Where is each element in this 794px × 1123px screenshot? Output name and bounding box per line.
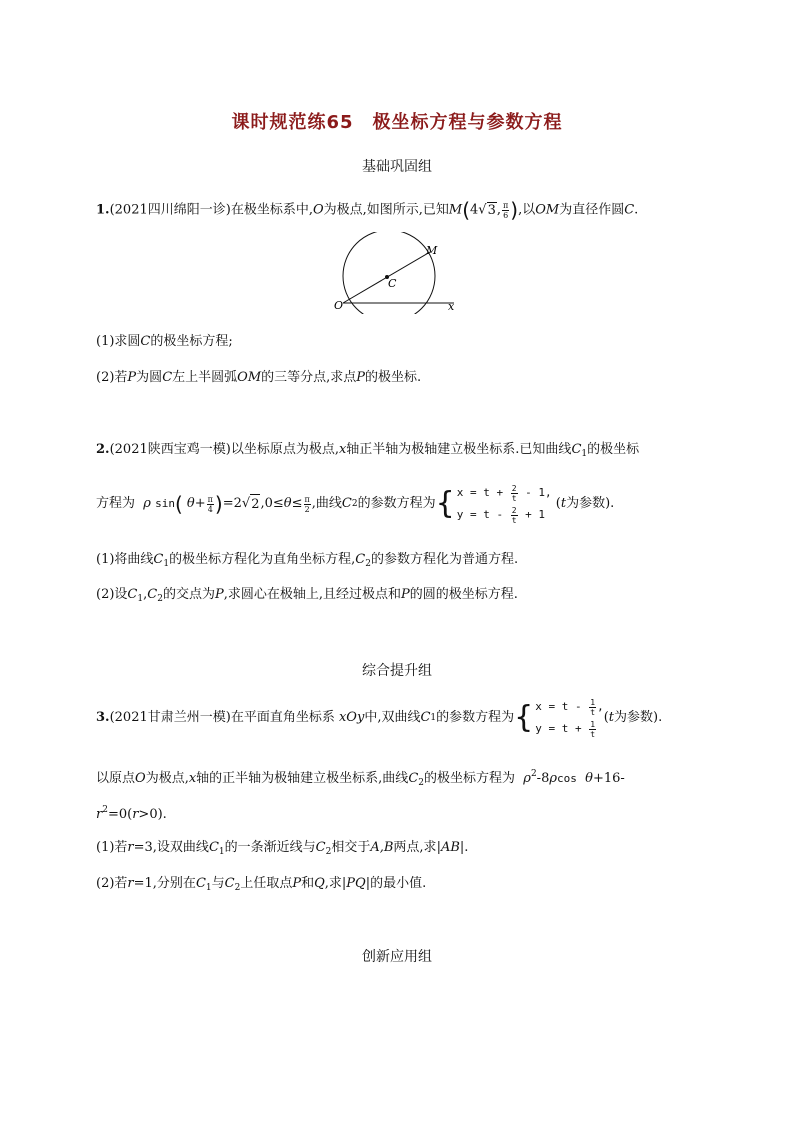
q1-fraction (502, 201, 509, 220)
text: (1)求圆 (96, 334, 141, 349)
text: 的极坐标方程; (150, 334, 233, 349)
section-innovation: 创新应用组 (362, 949, 432, 965)
var-P: P (127, 370, 137, 385)
frac-den: t (590, 729, 596, 739)
text: ( (555, 496, 561, 511)
var-Q: Q (314, 876, 325, 891)
frac-num: 1 (590, 697, 596, 707)
system-row-y (457, 504, 552, 526)
text: ,曲线 (311, 496, 342, 511)
var-C: C (420, 710, 431, 725)
var-rho: ρ (143, 496, 151, 511)
var-r: r (127, 876, 134, 891)
frac-num: π (503, 200, 509, 210)
text: -8 (536, 771, 550, 786)
text: 的三等分点,求点 (261, 370, 357, 385)
fraction (511, 506, 518, 525)
q1-text: 为极点,如图所示,已知 (323, 202, 449, 218)
text: >0). (138, 807, 167, 822)
var-P: P (214, 587, 224, 602)
q1-var-C: C (624, 202, 635, 218)
frac-num: 2 (511, 483, 517, 493)
text: 轴的正半轴为极轴建立极坐标系,曲线 (196, 771, 409, 786)
text: =3,设双曲线 (133, 840, 209, 855)
q1-comma: , (496, 202, 502, 218)
text: (2)若 (96, 876, 128, 891)
label-x: x (448, 300, 455, 313)
label-M: M (426, 244, 438, 257)
text: ( (603, 710, 609, 725)
system-body (535, 696, 603, 740)
sqrt: 2 (250, 494, 260, 515)
var-theta: θ (283, 496, 292, 511)
text: 的参数方程化为普通方程. (370, 552, 519, 567)
var-C: C (408, 771, 419, 786)
var-r: r (96, 807, 103, 822)
text: 的极坐标 (587, 442, 640, 457)
text: =1,分别在 (133, 876, 196, 891)
var-C: C (355, 552, 366, 567)
text: 两点,求 (393, 840, 437, 855)
fraction (589, 720, 596, 739)
superscript: 2 (530, 769, 537, 779)
text: ,求圆心在极轴上,且经过极点和 (223, 587, 401, 602)
superscript: 2 (102, 805, 108, 815)
var-P: P (400, 587, 410, 602)
subscript: 2 (325, 847, 332, 857)
frac-den: 2 (304, 504, 310, 514)
q3-parametric-system (514, 696, 604, 740)
abs-PQ: |PQ| (341, 876, 371, 891)
frac-num: 1 (590, 719, 596, 729)
text: x = t - (535, 700, 582, 713)
q2-fraction-pi2 (304, 495, 311, 514)
var-theta: θ (186, 496, 195, 511)
var-t: t (560, 496, 567, 511)
left-paren: ( (462, 198, 471, 222)
text: , (143, 587, 148, 602)
fraction (589, 698, 596, 717)
q3-part1 (96, 838, 468, 862)
q2-equation-line: 方程为 ρ sin ( θ + $\frac{\pi}{4}$ ) =2 √ 2 ,0≤ θ ≤ $\frac{\pi}{2}$ ,曲线 C 2 的参数方程为 { x = t + $\frac{2}{t}$ - 1, y = t - $\frac{2}{t}$ + 1 ( t 为参数). (96, 483, 615, 525)
frac-den: t (511, 515, 517, 525)
var-C: C (208, 840, 219, 855)
var-r: r (132, 807, 139, 822)
var-AB: A,B (370, 840, 394, 855)
q1-sqrt: 3 (487, 202, 496, 218)
left-brace: { (514, 700, 534, 735)
subscript: 2 (234, 883, 241, 893)
text: ≤ (291, 496, 303, 511)
q1-coord: 4 (470, 202, 479, 218)
subscript: 1 (581, 449, 588, 459)
func-sin: sin (155, 497, 175, 510)
text: 和 (301, 876, 315, 891)
q1-source: (2021四川绵阳一诊) (109, 202, 231, 218)
text: 轴正半轴为极轴建立极坐标系.已知曲线 (346, 442, 572, 457)
text: 的圆的极坐标方程. (409, 587, 518, 602)
q2-part1 (96, 550, 518, 574)
var-OM: OM (237, 370, 262, 385)
var-t: t (608, 710, 614, 725)
var-C: C (195, 876, 206, 891)
text: (1)将曲线 (96, 552, 154, 567)
var-r: r (127, 840, 134, 855)
section-basic: 基础巩固组 (362, 159, 432, 175)
subscript: 1 (205, 883, 212, 893)
frac-den: 6 (503, 210, 509, 220)
text: 的极坐标方程化为直角坐标方程, (169, 552, 356, 567)
page-title: 课时规范练65 极坐标方程与参数方程 (231, 112, 563, 133)
frac-num: π (207, 494, 213, 504)
text: 相交于 (331, 840, 371, 855)
var-P: P (292, 876, 302, 891)
subscript: 2 (157, 594, 163, 604)
text: 以原点 (96, 771, 136, 786)
abs-AB: |AB| (436, 840, 465, 855)
subscript: 2 (418, 778, 424, 788)
text: 中,双曲线 (364, 710, 421, 725)
text: 与 (211, 876, 225, 891)
var-C: C (341, 496, 352, 511)
subscript: 1 (430, 713, 437, 723)
subscript: 2 (365, 559, 371, 569)
right-paren: ) (214, 492, 223, 516)
q1-part1 (96, 332, 233, 352)
var-O: O (135, 771, 146, 786)
label-C: C (388, 277, 397, 290)
var-x: x (188, 771, 197, 786)
var-C: C (127, 587, 138, 602)
text: x = t + (456, 486, 504, 499)
q1-var-OM: OM (535, 202, 560, 218)
text: (1)若 (96, 840, 128, 855)
var-xOy: xOy (338, 710, 365, 725)
text: +16- (592, 771, 625, 786)
var-rho: ρ (523, 771, 531, 786)
func-cos: cos (557, 772, 577, 785)
text: (2)设 (96, 587, 128, 602)
q3-number: 3. (96, 710, 110, 725)
fraction (511, 484, 518, 503)
label-O: O (334, 299, 344, 312)
q1-var-O: O (312, 202, 324, 218)
q2-stem (96, 440, 639, 464)
var-C: C (224, 876, 235, 891)
var-C: C (162, 370, 173, 385)
circle-C (343, 232, 435, 314)
text: y = t + (535, 722, 582, 735)
q1-var-M: M (448, 202, 463, 218)
text: ,0≤ (260, 496, 284, 511)
q1-text: ,以 (518, 202, 536, 218)
var-C: C (153, 552, 164, 567)
var-C: C (315, 840, 326, 855)
q1-part2 (96, 368, 421, 388)
text: 为极点, (145, 771, 189, 786)
text: 在平面直角坐标系 (230, 710, 335, 725)
var-C: C (140, 334, 151, 349)
left-paren: ( (174, 492, 183, 516)
q2-fraction-pi4 (207, 495, 214, 514)
plus: + (194, 496, 206, 511)
text: 左上半圆弧 (172, 370, 238, 385)
section-comprehensive: 综合提升组 (362, 663, 432, 679)
q3-part2 (96, 874, 426, 898)
var-theta: θ (585, 771, 593, 786)
var-P: P (356, 370, 366, 385)
q3-stem (96, 696, 662, 740)
frac-num: π (304, 494, 310, 504)
text: 的极坐标. (365, 370, 422, 385)
right-paren: ) (510, 198, 519, 222)
text: ,求 (324, 876, 342, 891)
text: 为圆 (136, 370, 163, 385)
text: =0( (107, 807, 133, 822)
subscript: 2 (351, 499, 358, 509)
frac-den: t (590, 707, 596, 717)
text: . (464, 840, 469, 855)
text: 的最小值. (370, 876, 427, 891)
q2-parametric-system (436, 482, 552, 526)
text: 的参数方程为 (436, 710, 515, 725)
text: (2)若 (96, 370, 128, 385)
q1-text: 为直径作圆 (559, 202, 625, 218)
q2-number: 2. (96, 442, 110, 457)
text: - 1, (525, 486, 552, 499)
system-row-x (535, 696, 603, 718)
frac-den: 4 (207, 504, 213, 514)
system-row-y (535, 718, 603, 740)
text: 的极坐标方程为 (424, 771, 516, 786)
text: 方程为 (96, 496, 136, 511)
frac-num: 2 (511, 505, 517, 515)
var-rho: ρ (549, 771, 557, 786)
q3-line2 (96, 764, 625, 793)
q3-line3 (96, 800, 167, 825)
subscript: 1 (218, 847, 225, 857)
subscript: 1 (137, 594, 144, 604)
subscript: 1 (163, 559, 170, 569)
text: 的参数方程为 (357, 496, 436, 511)
q1-text: 在极坐标系中, (230, 202, 313, 218)
var-x: x (338, 442, 347, 457)
q2-part2 (96, 585, 518, 609)
system-body (457, 482, 552, 526)
text: + 1 (525, 508, 546, 521)
text: 为参数). (614, 710, 663, 725)
equals: =2 (222, 496, 242, 511)
var-C: C (571, 442, 582, 457)
text: 以坐标原点为极点, (230, 442, 339, 457)
text: , (597, 700, 604, 713)
q1-period: . (634, 202, 639, 218)
text: 上任取点 (240, 876, 293, 891)
text: 的一条渐近线与 (224, 840, 316, 855)
frac-den: t (511, 493, 517, 503)
text: y = t - (456, 508, 504, 521)
system-row-x (457, 482, 552, 504)
q2-source: (2021陕西宝鸡一模) (109, 442, 231, 457)
q3-source: (2021甘肃兰州一模) (109, 710, 231, 725)
circle-figure (330, 232, 470, 314)
q1-stem: 1.(2021四川绵阳一诊)在极坐标系中,O为极点,如图所示,已知M(4√3, $\frac{\pi}{6}$ ),以OM为直径作圆C. (96, 198, 639, 222)
left-brace: { (435, 486, 455, 521)
text: 的交点为 (162, 587, 215, 602)
text: 为参数). (566, 496, 615, 511)
q1-number: 1. (96, 202, 110, 218)
var-C: C (147, 587, 158, 602)
